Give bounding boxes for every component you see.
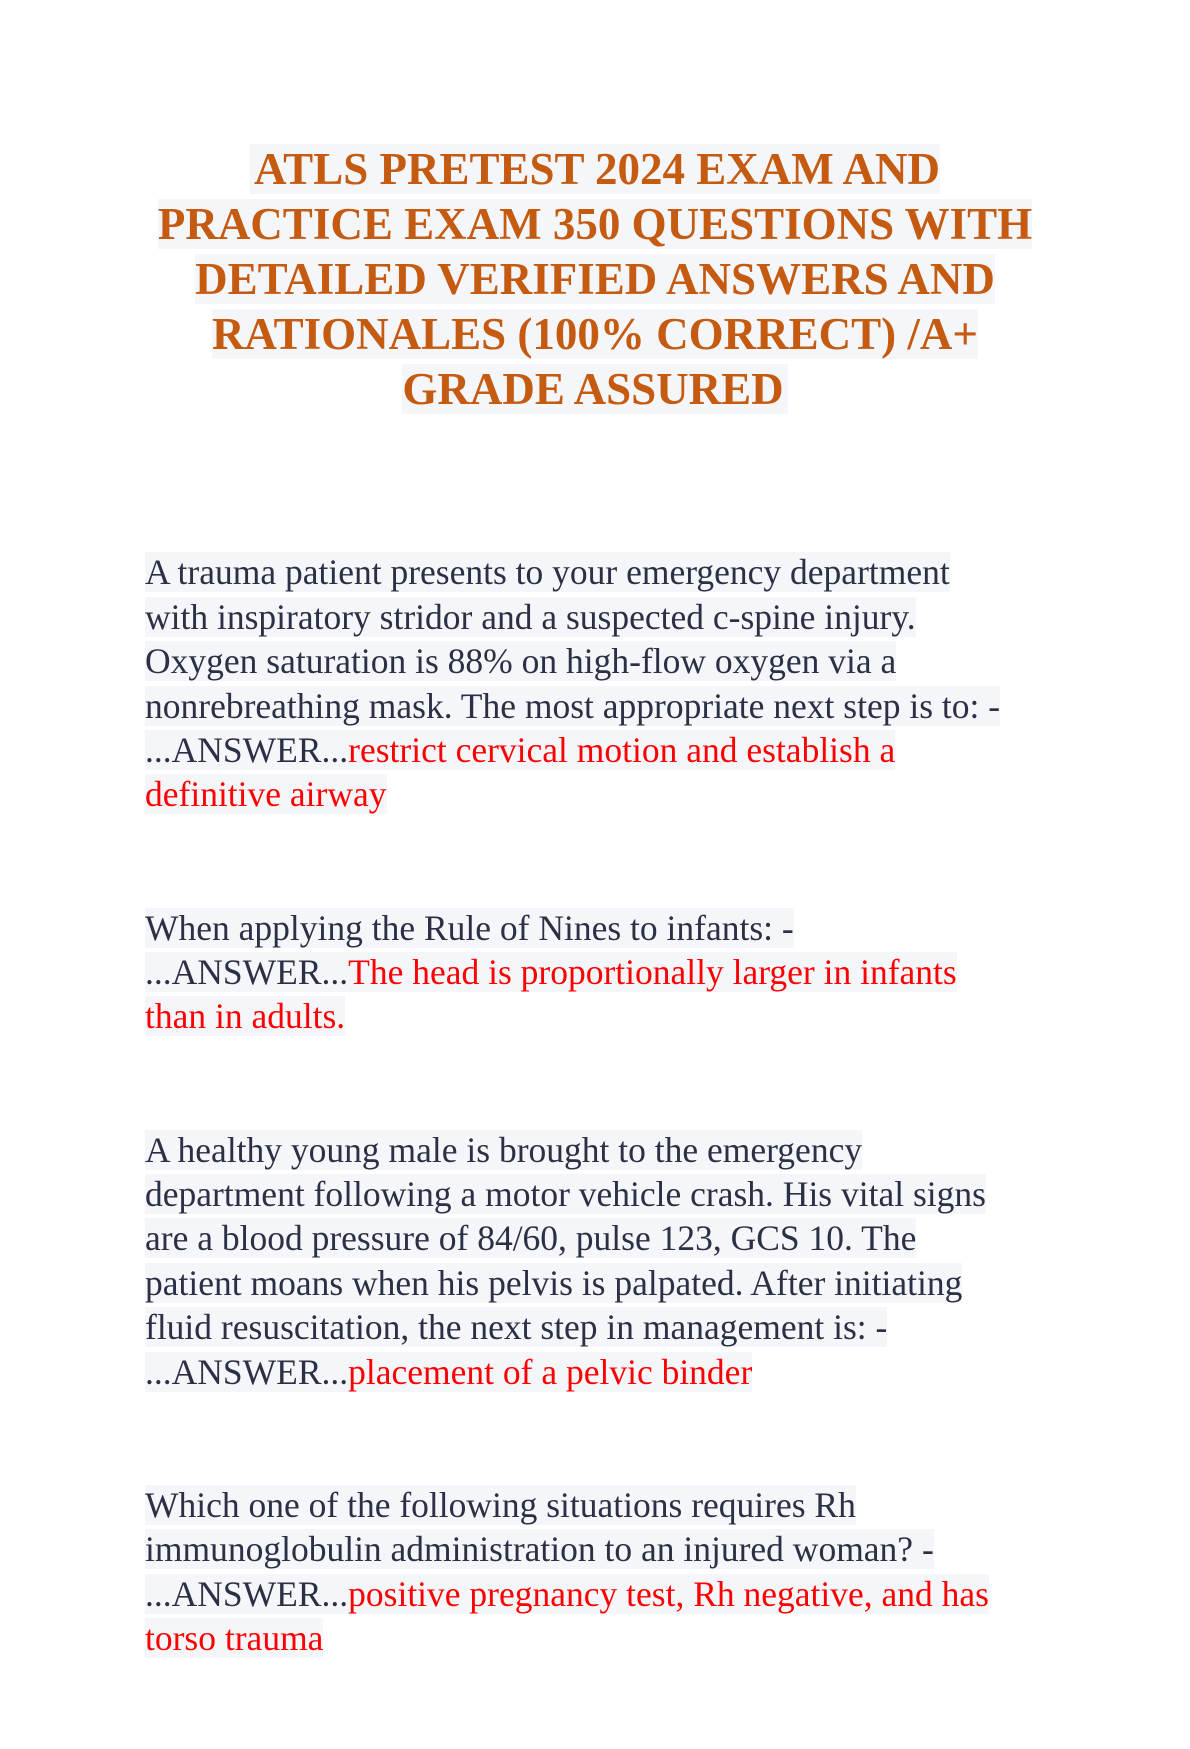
answer-text: positive pregnancy test, Rh negative, and has torso trauma <box>145 1573 989 1659</box>
title-text: ATLS PRETEST 2024 EXAM AND PRACTICE EXAM 350 QUESTIONS WITH DETAILED VERIFIED ANSWERS AND RATIONALES (100% CORRECT) /A+ GRADE ASSURED <box>157 144 1033 414</box>
answer-text: placement of a pelvic binder <box>348 1351 753 1392</box>
answer-marker: ...ANSWER... <box>145 1351 349 1392</box>
qa-item <box>145 550 1065 816</box>
qa-item <box>145 1128 1065 1394</box>
document-title <box>0 142 1190 417</box>
answer-text: The head is proportionally larger in infants than in adults. <box>145 952 957 1037</box>
question-text: When applying the Rule of Nines to infants: - <box>145 907 794 948</box>
qa-item <box>145 906 1065 1039</box>
question-text: Which one of the following situations requires Rh immunoglobulin administration to an injured woman? - <box>145 1484 934 1570</box>
answer-marker: ...ANSWER... <box>145 952 349 993</box>
answer-text: restrict cervical motion and establish a definitive airway <box>145 730 896 815</box>
question-list <box>145 506 1065 1749</box>
question-text: A healthy young male is brought to the emergency department following a motor vehicle crash. His vital signs are a blood pressure of 84/60, pulse 123, GCS 10. The patient moans when his pelvis is palpated. After initiating fluid resuscitation, the next step in management is: - <box>145 1129 986 1348</box>
answer-marker: ...ANSWER... <box>145 730 349 771</box>
qa-item <box>145 1483 1065 1661</box>
answer-marker: ...ANSWER... <box>145 1573 349 1614</box>
question-text: A trauma patient presents to your emergency department with inspiratory stridor and a suspected c-spine injury. Oxygen saturation is 88% on high-flow oxygen via a nonrebreathing mask. The most appropriate next step is to: - <box>145 552 1001 726</box>
